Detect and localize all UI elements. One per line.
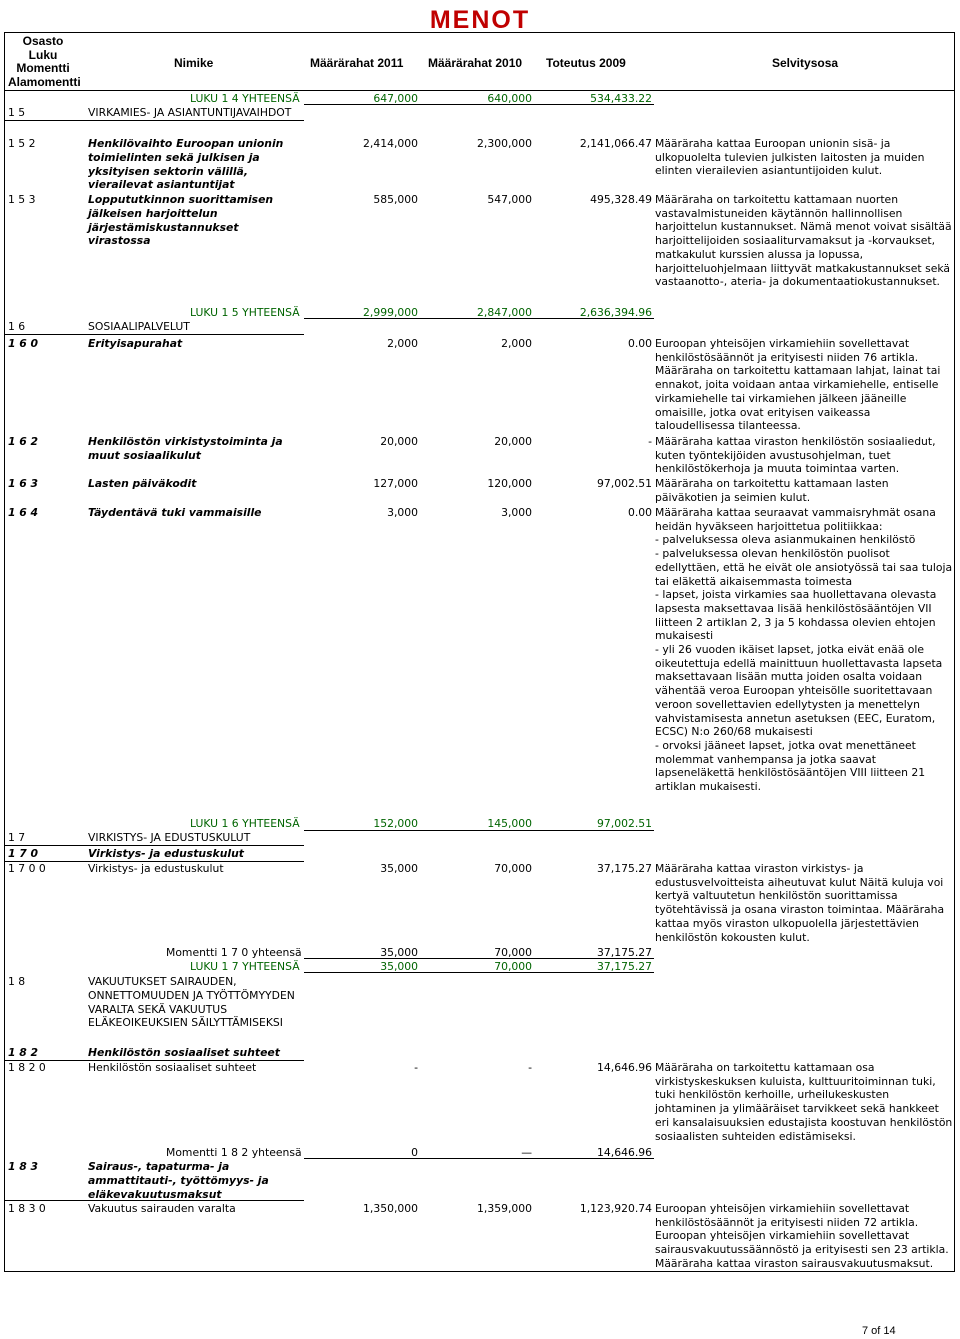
- m183-code: 1 8 3: [8, 1160, 39, 1173]
- s18-code: 1 8: [8, 975, 26, 988]
- m162-2010: 20,000: [494, 435, 532, 448]
- luku14-2009: 534,433.22: [590, 92, 652, 105]
- luku15-label: LUKU 1 5 YHTEENSÄ: [190, 306, 300, 319]
- m164-expl-item-2: - palveluksessa olevan henkilöstön puolisot edellyttäen, että he eivät ole ansiotyössä tai saa tuloja tai eläkettä aikaisemmasta toimesta: [655, 547, 953, 588]
- mom182-2010: —: [521, 1146, 532, 1159]
- luku15-2009: 2,636,394.96: [579, 306, 652, 319]
- m164-expl-item-4: - yli 26 vuoden ikäiset lapset, jotka eivät enää ole oikeutettuja edellä mainittuun huollettavasta lapseta maksettavaan lisään mutta joiden osalta voidaan vähentää veroa Euroopan yhteisölle suoritettavaan veroon sovellettavien edellytysten ja menettelyn vahvistamisesta annetun asetuksen (EEC, Euratom, ECSC) N:o 260/68 mukaisesti: [655, 643, 943, 739]
- header-2009: Toteutus 2009: [546, 56, 626, 70]
- luku17-underline: [304, 972, 654, 973]
- s18-name: VAKUUTUKSET SAIRAUDEN, ONNETTOMUUDEN JA TYÖTTÖMYYDEN VARALTA SEKÄ VAKUUTUS ELÄKEOIKEUKSIEN SÄILYTTÄMISEKSI: [88, 975, 295, 1030]
- m164-expl-item-3: - lapset, joista virkamies saa huollettavana olevasta lapsesta maksettavaa lisää henkilöstösääntöjen VII liitteen 2 artiklan 2, 3 ja 5 kohdassa olevien ehtojen mukaisesti: [655, 588, 937, 643]
- mom170-2010: 70,000: [494, 946, 532, 959]
- m152-explanation: Määräraha kattaa Euroopan unionin sisä- ja ulkopuolelta tulevien julkisten laitosten ja muiden elinten vierailevien asiantuntijoiden kulut.: [655, 137, 925, 178]
- m163-2011: 127,000: [373, 477, 418, 490]
- luku17-2011: 35,000: [380, 960, 418, 973]
- s17-underline: [4, 845, 304, 846]
- s17-name: VIRKISTYS- JA EDUSTUSKULUT: [88, 831, 251, 844]
- m152-2011: 2,414,000: [363, 137, 418, 150]
- m170-name: Virkistys- ja edustuskulut: [88, 847, 244, 860]
- header-selvitysosa: Selvitysosa: [772, 56, 839, 70]
- mom182-underline: [304, 1158, 654, 1159]
- m160-explanation: Euroopan yhteisöjen virkamiehiin sovellettavat henkilöstösäännöt ja erityisesti niiden 76 artikla. Määräraha on tarkoitettu kattamaan lahjat, lainat tai ennakot, joita voidaan antaa virkamiehelle, entiselle virkamiehelle tai virkamiehen jälkeen jääneille omaisille, jotka ovat erityisen vaikeassa taloudellisessa tilanteessa.: [655, 337, 941, 433]
- m182-name: Henkilöstön sosiaaliset suhteet: [88, 1046, 280, 1059]
- luku15-underline: [304, 318, 654, 319]
- a1830-2009: 1,123,920.74: [579, 1202, 652, 1215]
- m163-name: Lasten päiväkodit: [88, 477, 197, 490]
- mom182-2009: 14,646.96: [597, 1146, 652, 1159]
- m153-2009: 495,328.49: [590, 193, 652, 206]
- page-title: MENOT: [429, 6, 531, 34]
- m153-2011: 585,000: [373, 193, 418, 206]
- mom170-2009: 37,175.27: [597, 946, 652, 959]
- header-alamomentti: Alamomentti: [8, 74, 81, 89]
- luku17-2010: 70,000: [494, 960, 532, 973]
- header-nimike: Nimike: [174, 56, 214, 70]
- s15-code: 1 5: [8, 106, 26, 119]
- a1700-2011: 35,000: [380, 862, 418, 875]
- m160-name: Erityisapurahat: [88, 337, 183, 350]
- m162-2009: -: [648, 435, 652, 448]
- luku14-underline: [304, 104, 654, 105]
- luku14-2011: 647,000: [373, 92, 418, 105]
- m164-explanation: [655, 506, 953, 794]
- m153-name: Loppututkinnon suorittamisen jälkeisen harjoittelun järjestämiskustannukset virastossa: [88, 193, 274, 248]
- m182-code: 1 8 2: [8, 1046, 39, 1059]
- header-luku: Luku: [28, 47, 58, 62]
- m164-name: Täydentävä tuki vammaisille: [88, 506, 262, 519]
- luku15-2010: 2,847,000: [477, 306, 532, 319]
- a1830-name: Vakuutus sairauden varalta: [88, 1202, 236, 1215]
- s16-code: 1 6: [8, 320, 26, 333]
- luku16-underline: [304, 830, 654, 831]
- m152-2010: 2,300,000: [477, 137, 532, 150]
- header-osasto: Osasto: [22, 34, 64, 48]
- m163-2009: 97,002.51: [597, 477, 652, 490]
- m183-underline: [4, 1200, 304, 1201]
- a1700-name: Virkistys- ja edustuskulut: [88, 862, 224, 875]
- m170-code: 1 7 0: [8, 847, 39, 860]
- mom170-label: Momentti 1 7 0 yhteensä: [166, 946, 302, 959]
- luku17-label: LUKU 1 7 YHTEENSÄ: [190, 960, 300, 973]
- m162-code: 1 6 2: [8, 435, 39, 448]
- m163-2010: 120,000: [487, 477, 532, 490]
- m163-code: 1 6 3: [8, 477, 39, 490]
- s16-name: SOSIAALIPALVELUT: [88, 320, 190, 333]
- a1830-2010: 1,359,000: [477, 1202, 532, 1215]
- m164-2009: 0.00: [627, 506, 652, 519]
- a1700-code: 1 7 0 0: [8, 862, 46, 875]
- a1700-explanation: Määräraha kattaa viraston virkistys- ja edustusvelvoitteista aiheutuvat kulut Näitä kuluja voi kertyä valtuutetun henkilöstön suorittamissa työtehtävissä ja osana viraston toimintaa. Määräraha kattaa myös viraston ulkopuolella järjestettävien henkilöstön kokousten kulut.: [655, 862, 945, 944]
- header-2010: Määrärahat 2010: [428, 56, 523, 70]
- a1820-explanation: Määräraha on tarkoitettu kattamaan osa virkistyskeskuksen kuluista, kulttuuritoiminnan tuki, tuki henkilöstön kerhoille, urheilukeskusten johtaminen ja ylimääräiset tarvikkeet sekä hankkeet eri kansalaisuuksien edustajista koostuvan henkilöstön sosiaalisten suhteiden edistämiseksi.: [655, 1061, 953, 1143]
- luku16-2010: 145,000: [487, 817, 532, 830]
- m152-2009: 2,141,066.47: [579, 137, 652, 150]
- s16-underline: [4, 334, 304, 335]
- m162-explanation: Määräraha kattaa viraston henkilöstön sosiaaliedut, kuten työntekijöiden avustusohjelman, tuet henkilöstökerhoja ja muuta toimintaa varten.: [655, 435, 936, 476]
- header-2011: Määrärahat 2011: [310, 56, 404, 70]
- mom182-label: Momentti 1 8 2 yhteensä: [166, 1146, 302, 1159]
- mom170-2011: 35,000: [380, 946, 418, 959]
- a1830-2011: 1,350,000: [363, 1202, 418, 1215]
- luku14-label: LUKU 1 4 YHTEENSÄ: [190, 92, 300, 105]
- m164-expl-item-5: - orvoksi jääneet lapset, jotka ovat menettäneet molemmat vanhempansa ja jotka saavat lapseneläkettä henkilöstösääntöjen VIII liitteen 21 artiklan mukaisesti.: [655, 738, 926, 794]
- a1830-explanation: Euroopan yhteisöjen virkamiehiin sovellettavat henkilöstösäännöt ja erityisesti niiden 72 artikla. Euroopan yhteisöjen virkamiehiin sovellettavat sairausvakuutussäännöstö ja erityisesti sen 23 artikla. Määräraha kattaa viraston sairausvakuutusmaksut.: [655, 1202, 949, 1270]
- a1700-2009: 37,175.27: [597, 862, 652, 875]
- a1700-2010: 70,000: [494, 862, 532, 875]
- m164-2011: 3,000: [387, 506, 418, 519]
- m152-name: Henkilövaihto Euroopan unionin toimielinten sekä julkisen ja yksityisen sektorin välillä, vierailevat asiantuntijat: [88, 137, 284, 192]
- a1820-code: 1 8 2 0: [8, 1061, 46, 1074]
- s15-name: VIRKAMIES- JA ASIANTUNTIJAVAIHDOT: [88, 106, 292, 119]
- m164-expl-item-1: - palveluksessa oleva asianmukainen henkilöstö: [655, 533, 916, 547]
- m164-code: 1 6 4: [8, 506, 39, 519]
- m160-2009: 0.00: [627, 337, 652, 350]
- a1820-2011: -: [414, 1061, 418, 1074]
- m153-code: 1 5 3: [8, 193, 36, 206]
- luku17-2009: 37,175.27: [597, 960, 652, 973]
- s17-code: 1 7: [8, 831, 26, 844]
- m153-explanation: Määräraha on tarkoitettu kattamaan nuorten vastavalmistuneiden käytännön hallinnollisen harjoittelun kustannukset. Nämä menot voivat sisältää harjoittelijoiden sosiaaliturvamaksut ja -korvaukset, matkakulut kurssien alussa ja lopussa, harjoitteluohjelmaan liittyvät matkakustannukset sekä vastaanotto-, ateria- ja dokumentaatiokustannukset.: [655, 193, 952, 289]
- m160-code: 1 6 0: [8, 337, 39, 350]
- m162-2011: 20,000: [380, 435, 418, 448]
- mom182-2011: 0: [411, 1146, 418, 1159]
- luku15-2011: 2,999,000: [363, 306, 418, 319]
- m164-expl-intro: Määräraha kattaa seuraavat vammaisryhmät osana heidän hyväkseen harjoittetua politiikkaa:: [655, 506, 936, 533]
- luku14-2010: 640,000: [487, 92, 532, 105]
- a1820-2009: 14,646.96: [597, 1061, 652, 1074]
- m183-name: Sairaus-, tapaturma- ja ammattitauti-, työttömyys- ja eläkevakuutusmaksut: [88, 1160, 269, 1201]
- page-number: 7 of 14: [862, 1325, 896, 1337]
- luku16-2011: 152,000: [373, 817, 418, 830]
- m162-name: Henkilöstön virkistystoiminta ja muut sosiaalikulut: [88, 435, 283, 462]
- m152-code: 1 5 2: [8, 137, 36, 150]
- m163-explanation: Määräraha on tarkoitettu kattamaan lasten päiväkotien ja seimien kulut.: [655, 477, 889, 504]
- a1820-name: Henkilöstön sosiaaliset suhteet: [88, 1061, 257, 1074]
- header-divider: [4, 90, 955, 91]
- m160-2011: 2,000: [387, 337, 418, 350]
- luku16-label: LUKU 1 6 YHTEENSÄ: [190, 817, 300, 830]
- a1830-code: 1 8 3 0: [8, 1202, 46, 1215]
- mom170-underline: [304, 958, 654, 959]
- header-col0: [8, 34, 81, 89]
- m153-2010: 547,000: [487, 193, 532, 206]
- luku16-2009: 97,002.51: [597, 817, 652, 830]
- s15-underline: [4, 120, 304, 121]
- header-momentti: Momentti: [16, 61, 70, 75]
- m164-2010: 3,000: [501, 506, 532, 519]
- a1820-2010: -: [528, 1061, 532, 1074]
- m160-2010: 2,000: [501, 337, 532, 350]
